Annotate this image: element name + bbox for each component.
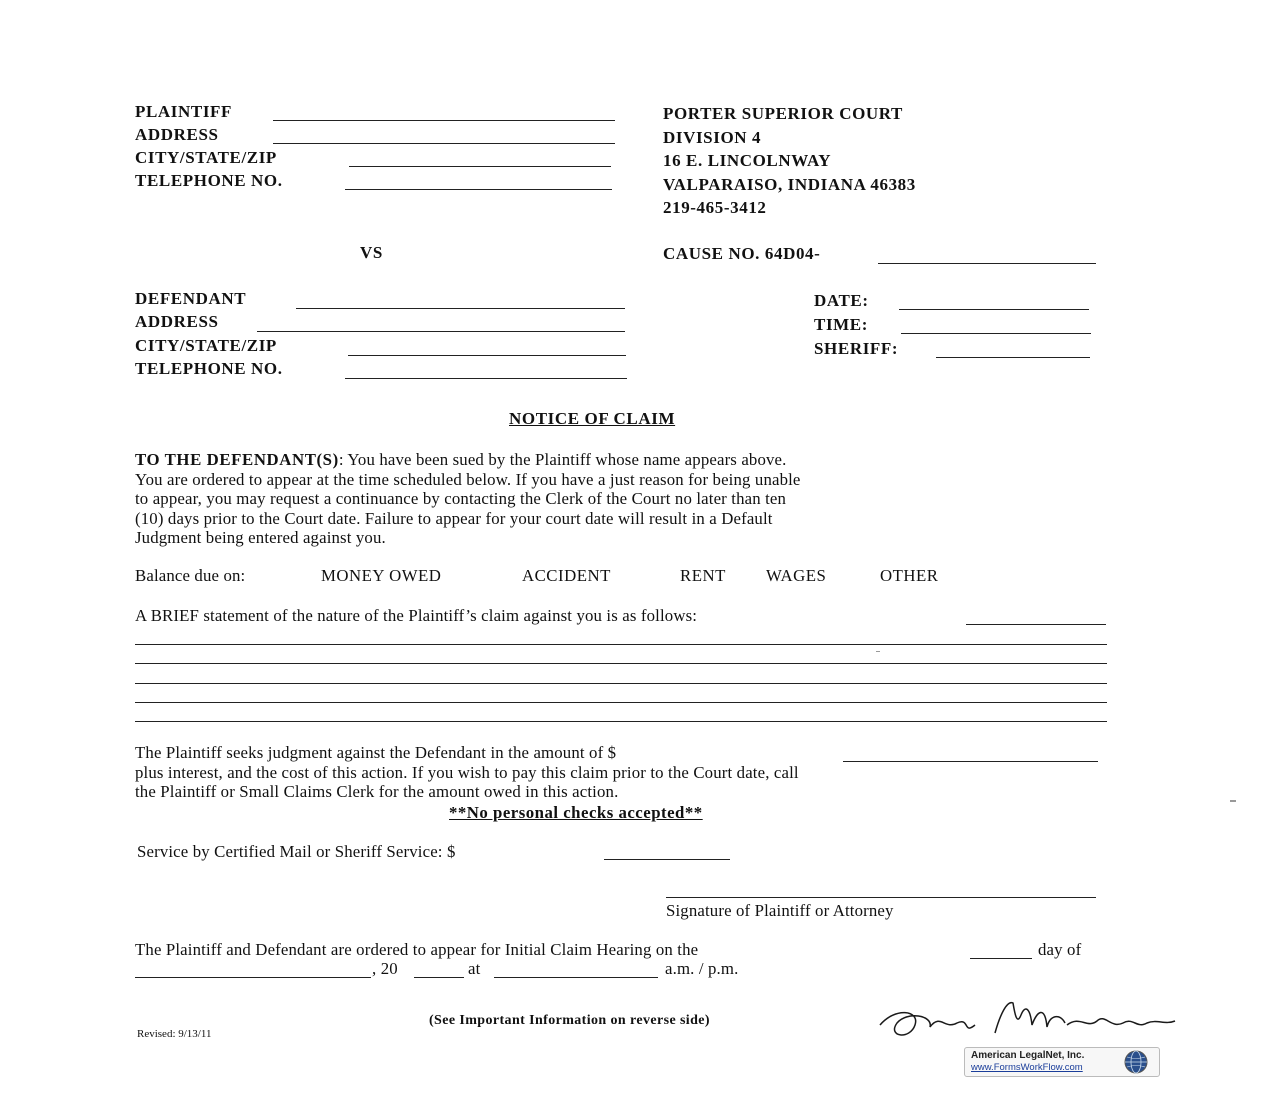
defendant-label: DEFENDANT [135,289,247,308]
brief-statement-field-3[interactable] [135,683,1107,684]
no-checks-notice: **No personal checks accepted** [449,803,703,822]
plaintiff-address-label: ADDRESS [135,125,219,144]
scan-speck [876,651,880,652]
badge-url[interactable]: www.FormsWorkFlow.com [971,1062,1083,1073]
balance-option-accident[interactable]: ACCIDENT [522,566,611,585]
court-name: PORTER SUPERIOR COURT [663,104,903,123]
intro-paragraph [135,450,801,548]
scan-speck [1230,800,1236,802]
balance-option-rent[interactable]: RENT [680,566,726,585]
brief-statement-field-4[interactable] [135,702,1107,703]
defendant-city-label: CITY/STATE/ZIP [135,336,277,355]
appearance-day-field[interactable] [970,958,1032,959]
date-label: DATE: [814,291,869,310]
intro-lead: TO THE DEFENDANT(S) [135,450,339,469]
service-amount-field[interactable] [604,859,730,860]
legalnet-badge[interactable] [964,1047,1160,1077]
intro-line-3: to appear, you may request a continuance by contacting the Clerk of the Court no later than ten [135,489,787,508]
brief-statement-field-2[interactable] [135,663,1107,664]
appearance-line-1: The Plaintiff and Defendant are ordered to appear for Initial Claim Hearing on the [135,940,699,959]
service-label: Service by Certified Mail or Sheriff Service: $ [137,842,456,861]
defendant-phone-field[interactable] [345,378,627,379]
defendant-city-field[interactable] [348,355,626,356]
see-reverse-note: (See Important Information on reverse side) [429,1013,710,1028]
signature-field[interactable] [666,897,1096,898]
judgment-line-3: the Plaintiff or Small Claims Clerk for the amount owed in this action. [135,782,619,801]
defendant-address-field[interactable] [257,331,625,332]
judgment-amount-field[interactable] [843,761,1098,762]
judgment-paragraph [135,743,799,802]
plaintiff-phone-label: TELEPHONE NO. [135,171,283,190]
date-field[interactable] [899,309,1089,310]
balance-option-money-owed[interactable]: MONEY OWED [321,566,442,585]
cause-number-field[interactable] [878,263,1096,264]
brief-statement-field-0[interactable] [966,624,1106,625]
brief-statement-field-5[interactable] [135,721,1107,722]
globe-icon [1123,1049,1149,1075]
appearance-year-field[interactable] [414,977,464,978]
intro-line-2: You are ordered to appear at the time scheduled below. If you have a just reason for being unable [135,469,801,489]
defendant-field[interactable] [296,308,625,309]
vs-label: VS [360,243,383,262]
signature-label: Signature of Plaintiff or Attorney [666,901,894,920]
court-street: 16 E. LINCOLNWAY [663,151,832,170]
intro-line-5: Judgment being entered against you. [135,528,386,547]
time-field[interactable] [901,333,1091,334]
brief-statement-field-1[interactable] [135,644,1107,645]
sheriff-field[interactable] [936,357,1090,358]
defendant-phone-label: TELEPHONE NO. [135,359,283,378]
judgment-line-2: plus interest, and the cost of this action. If you wish to pay this claim prior to the Court date, call [135,762,799,782]
balance-option-wages[interactable]: WAGES [766,566,827,585]
appearance-ampm: a.m. / p.m. [665,959,739,978]
judgment-line-1: The Plaintiff seeks judgment against the Defendant in the amount of $ [135,743,617,762]
appearance-month-field[interactable] [135,977,371,978]
badge-name: American LegalNet, Inc. [971,1050,1085,1061]
notice-title: NOTICE OF CLAIM [509,409,676,428]
sheriff-label: SHERIFF: [814,339,899,358]
plaintiff-address-field[interactable] [273,143,615,144]
defendant-address-label: ADDRESS [135,312,219,331]
revised-date: Revised: 9/13/11 [137,1028,212,1040]
appearance-year-prefix: , 20 [372,959,398,978]
cause-number-label: CAUSE NO. 64D04- [663,244,821,263]
appearance-at: at [468,959,481,978]
plaintiff-city-field[interactable] [349,166,611,167]
plaintiff-field[interactable] [273,120,615,121]
plaintiff-label: PLAINTIFF [135,102,233,121]
brief-statement-label: A BRIEF statement of the nature of the Plaintiff’s claim against you is as follows: [135,606,698,625]
court-address-block [663,102,916,220]
intro-line-4: (10) days prior to the Court date. Failure to appear for your court date will result in a Default [135,508,773,528]
balance-label: Balance due on: [135,566,246,585]
court-city: VALPARAISO, INDIANA 46383 [663,174,916,194]
intro-line-1-text: : You have been sued by the Plaintiff whose name appears above. [338,450,787,469]
balance-option-other[interactable]: OTHER [880,566,939,585]
handwritten-signature [875,995,1195,1043]
appearance-time-field[interactable] [494,977,658,978]
court-division: DIVISION 4 [663,127,762,147]
court-phone: 219-465-3412 [663,198,767,217]
time-label: TIME: [814,315,868,334]
intro-line-1 [135,450,801,470]
appearance-day-of: day of [1038,940,1082,959]
plaintiff-phone-field[interactable] [345,189,612,190]
plaintiff-city-label: CITY/STATE/ZIP [135,148,277,167]
